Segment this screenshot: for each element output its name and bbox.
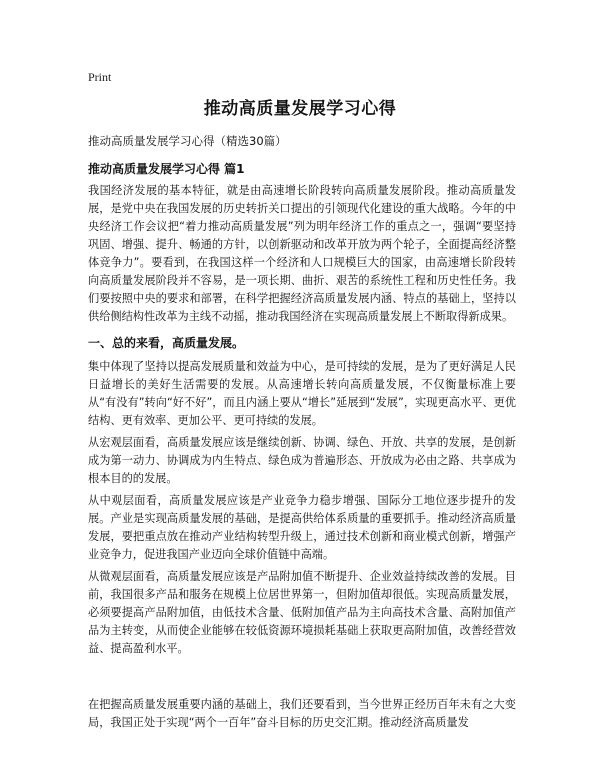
paragraph-intro: 我国经济发展的基本特征，就是由高速增长阶段转向高质量发展阶段。推动高质量发展，是党中央在我国发展的历史转折关口提出的引领现代化建设的重大战略。今年的中央经济工作会议把“着力推动高质量发展”列为明年经济工作的重点之一，强调“要坚持巩固、增强、提升、畅通的方针，以创新驱动和改革开放为两个轮子，全面提高经济整体竞争力”。要看到，在我国这样一个经济和人口规模巨大的国家，由高速增长阶段转向高质量发展阶段并不容易，是一项长期、曲折、艰苦的系统性工程和历史性任务。我们要按照中央的要求和部署，在科学把握经济高质量发展内涵、特点的基础上，坚持以供给侧结构性改革为主线不动摇，推动我国经济在实现高质量发展上不断取得新成果。 (88, 184, 516, 323)
print-label: Print (88, 70, 112, 84)
paragraph-context: 在把握高质量发展重要内涵的基础上，我们还要看到，当今世界正经历百年未有之大变局，我国正处于实现“两个一百年”奋斗目标的历史交汇期。推动经济高质量发 (88, 698, 516, 729)
paragraph-meso: 从中观层面看，高质量发展应该是产业竞争力稳步增强、国际分工地位逐步提升的发展。产业是实现高质量发展的基础，是提高供给体系质量的重要抓手。推动经济高质量发展，要把重点放在推动产业结构转型升级上，通过技术创新和商业模式创新，增强产业竞争力，促进我国产业迈向全球价值链中高端。 (88, 494, 516, 561)
document-subtitle: 推动高质量发展学习心得（精选30篇） (88, 134, 287, 148)
paragraph-overview: 集中体现了坚持以提高发展质量和效益为中心，是可持续的发展，是为了更好满足人民日益增长的美好生活需要的发展。从高速增长转向高质量发展，不仅衡量标准上要从“有没有”转向“好不好”，而且内涵上要从“增长”延展到“发展”，实现更高水平、更优结构、更有效率、更加公平、更可持续的发展。 (88, 360, 516, 427)
document-title: 推动高质量发展学习心得 (203, 99, 397, 119)
paragraph-micro: 从微观层面看，高质量发展应该是产品附加值不断提升、企业效益持续改善的发展。目前，我国很多产品和服务在规模上位居世界第一，但附加值却很低。实现高质量发展，必须要提高产品附加值，由低技术含量、低附加值产品为主向高技术含量、高附加值产品为主转变，从而使企业能够在较低资源环境损耗基础上获取更高附加值，改善经营效益、提高盈利水平。 (88, 570, 516, 655)
section-heading: 推动高质量发展学习心得 篇1 (88, 162, 245, 176)
paragraph-macro: 从宏观层面看，高质量发展应该是继续创新、协调、绿色、开放、共享的发展，是创新成为第一动力、协调成为内生特点、绿色成为普遍形态、开放成为必由之路、共享成为根本目的的发展。 (88, 436, 516, 485)
subheading-overview: 一、总的来看，高质量发展。 (88, 336, 245, 350)
